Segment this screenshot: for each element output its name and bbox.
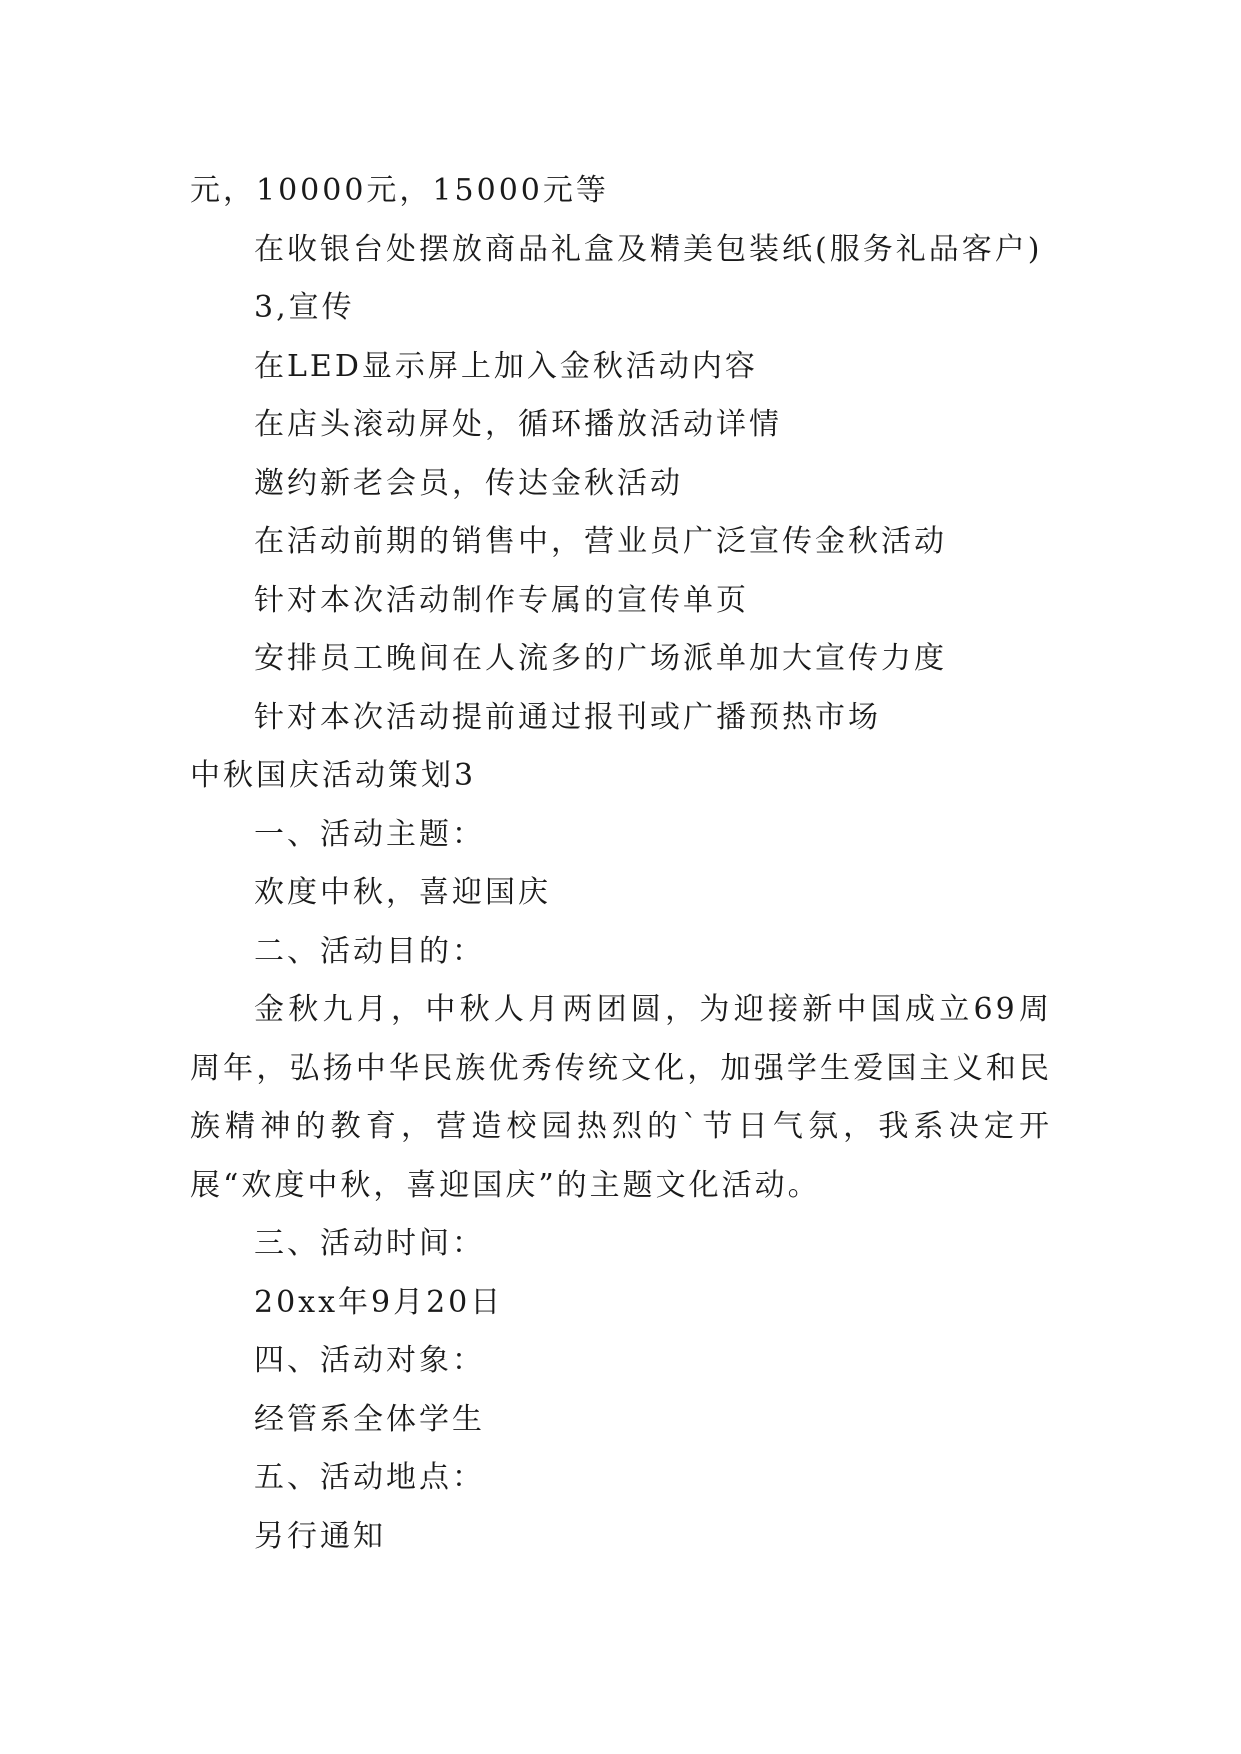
- text-line: 在收银台处摆放商品礼盒及精美包装纸(服务礼品客户): [254, 231, 1043, 267]
- text-line: 针对本次活动提前通过报刊或广播预热市场: [254, 699, 881, 735]
- time-text: 20xx年9月20日: [254, 1284, 504, 1320]
- purpose-heading: 二、活动目的：: [254, 933, 485, 969]
- place-text: 另行通知: [254, 1518, 386, 1554]
- text-line: 安排员工晚间在人流多的广场派单加大宣传力度: [254, 641, 947, 676]
- text-line: 针对本次活动制作专属的宣传单页: [254, 582, 749, 618]
- text-line: 在店头滚动屏处，循环播放活动详情: [254, 407, 782, 442]
- section-title: 中秋国庆活动策划3: [190, 758, 477, 793]
- place-heading: 五、活动地点：: [254, 1460, 485, 1495]
- text-line: 3,宣传: [254, 290, 355, 325]
- theme-heading: 一、活动主题：: [254, 816, 485, 852]
- text-line: 在活动前期的销售中，营业员广泛宣传金秋活动: [254, 524, 947, 559]
- document-body: [190, 162, 1052, 1566]
- text-line: 元，10000元，15000元等: [190, 173, 609, 208]
- target-text: 经管系全体学生: [254, 1401, 485, 1437]
- time-heading: 三、活动时间：: [254, 1226, 485, 1261]
- purpose-paragraph: 金秋九月，中秋人月两团圆，为迎接新中国成立69周周年，弘扬中华民族优秀传统文化，加强学生爱国主义和民族精神的教育，营造校园热烈的`节日气氛，我系决定开展“欢度中秋，喜迎国庆”的主题文化活动。: [190, 992, 1052, 1203]
- theme-text: 欢度中秋，喜迎国庆: [254, 875, 551, 910]
- text-line: 邀约新老会员，传达金秋活动: [254, 465, 683, 501]
- target-heading: 四、活动对象：: [254, 1343, 485, 1378]
- text-line: 在LED显示屏上加入金秋活动内容: [254, 348, 758, 384]
